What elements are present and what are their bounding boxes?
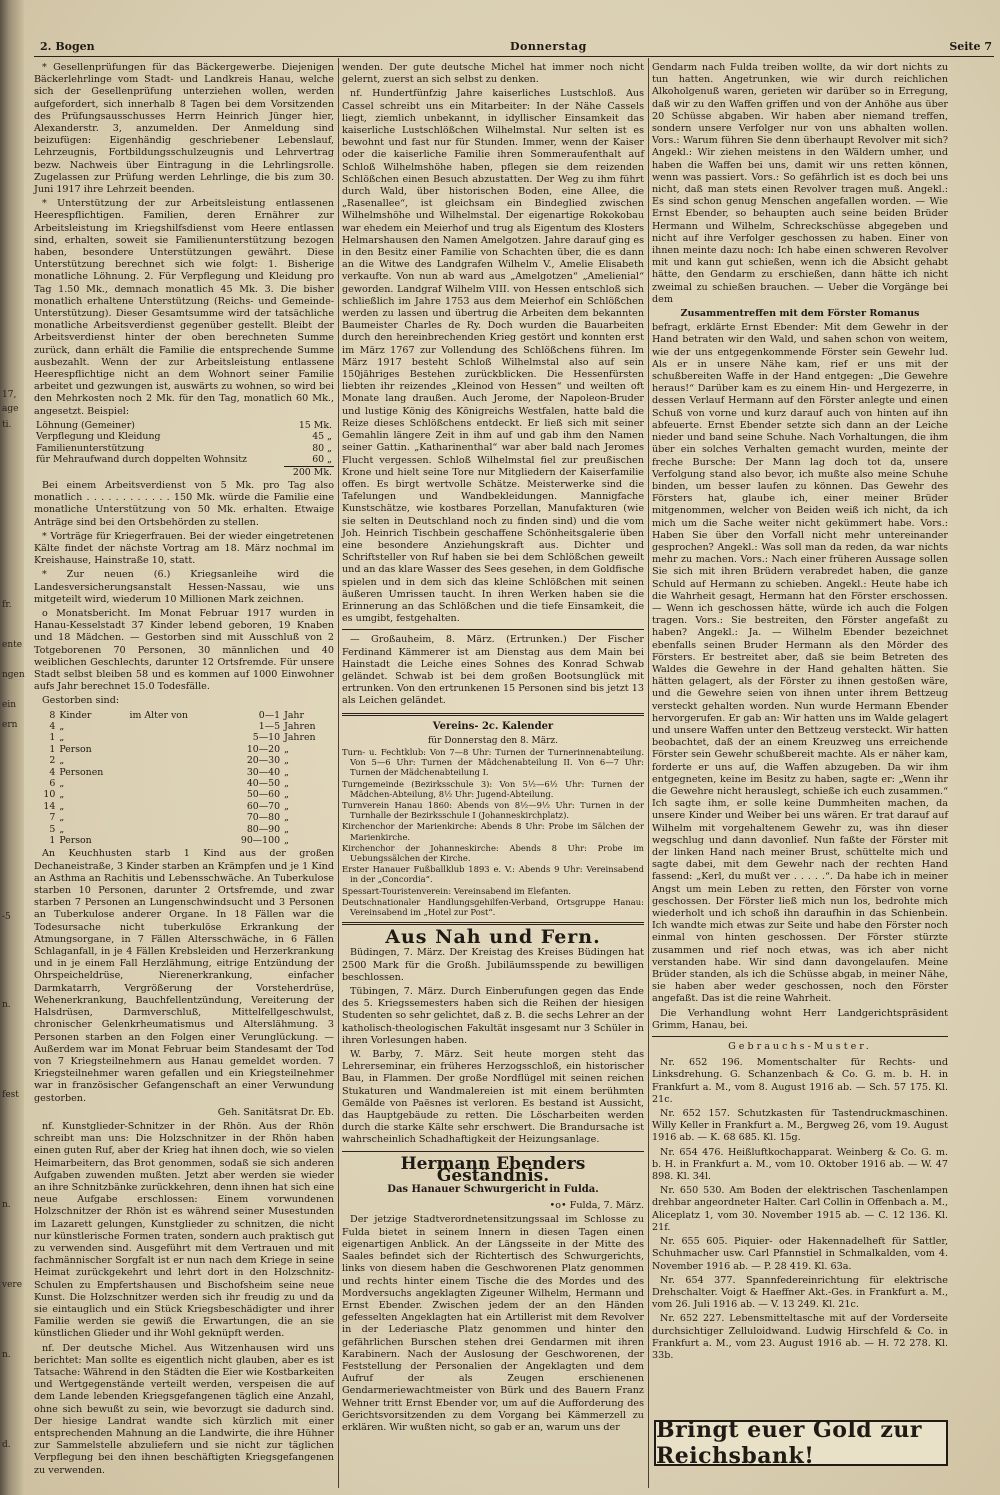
- gutter-fragment: ern: [2, 720, 18, 730]
- calc-label: [34, 466, 284, 478]
- death-age: 10—20: [246, 743, 281, 755]
- death-age: 60—70: [246, 800, 281, 812]
- death-count: 7: [49, 812, 56, 824]
- calc-value: 80 „: [312, 442, 332, 454]
- article-kriegerfrauen: * Vorträge für Kriegerfrauen. Bei der wieder eingetretenen Kälte findet der nächste Vortrag am 18. März nochmal im Kreishause, Hainstraße 10, statt.: [34, 530, 334, 567]
- divider: [342, 922, 644, 925]
- vereinskalender-entry: Kirchenchor der Johanneskirche: Abends 8 Uhr: Probe im Uebungssälchen der Kirche.: [342, 842, 644, 863]
- calc-row: [34, 466, 334, 478]
- death-word: „: [59, 755, 65, 767]
- death-unit: Jahr: [284, 709, 304, 721]
- death-unit: „: [284, 800, 289, 812]
- calc-row: [34, 454, 334, 466]
- death-word: Kinder: [59, 709, 92, 721]
- gutter-fragment: 17,: [2, 390, 17, 400]
- vereinskalender-entry: Turngemeinde (Bezirksschule 3): Von 5½—6½ Uhr: Turnen der Mädchen-Abteilung, 8½ Uhr: Jugend-Abteilung.: [342, 778, 644, 799]
- article-michel-continued: wenden. Der gute deutsche Michel hat immer noch nicht gelernt, zuerst an sich selbst zu denken.: [342, 62, 644, 86]
- vereinskalender-title: Vereins- 2c. Kalender: [432, 720, 554, 732]
- death-unit: „: [284, 755, 289, 767]
- article-monatsbericht: o Monatsbericht. Im Monat Februar 1917 wurden in Hanau-Kesselstadt 37 Kinder lebend geboren, 19 Knaben und 18 Mädchen. — Gestorben sind mit Ausschluß von 2 Totgeborenen 70 Personen, 30 männlichen und 40 weiblichen Geschlechts, darunter 12 Ortsfremde. Für unsere Stadt selbst bleiben 58 und es kommen auf 1000 Einwohner aufs Jahr berechnet 15.0 Todesfälle.: [34, 607, 334, 693]
- column-rule: [648, 58, 649, 1488]
- gutter-fragment: d.: [2, 1440, 11, 1450]
- death-row: [34, 767, 334, 778]
- article-geständnis-continued: Gendarm nach Fulda treiben wollte, da wir dort nichts zu tun hatten. Angetrunken, wie wir durch reichlichen Alkoholgenuß waren, gerieten wir darüber so in Erregung, daß wir zu den Waffen griffen und von der Anhöhe aus über 20 Schüsse abgaben. Wir haben aber niemand treffen, sondern unsere Verfolger nur von uns abhalten wollen. Vors.: Warum führen Sie denn überhaupt Revolver mit sich? Angekl.: Wir ziehen meistens in den Wäldern umher, und haben die Waffen bei uns, damit wir uns retten können, wenn was passiert. Vors.: So gefährlich ist es doch bei uns nicht, daß man stets einen Revolver tragen muß. Angekl.: Es sind schon genug Menschen angefallen worden. — Wie Ernst Ebender, so behaupten auch seine beiden Brüder Hermann und Wilhelm, Schreckschüsse abgegeben und nicht auf ihre Verfolger geschossen zu haben. Einer von ihnen meinte dazu noch: Ich habe einen schweren Revolver mit und kann gut schießen, wenn ich die Absicht gehabt hätte, den Gendarm zu erschießen, dann hätte ich nicht zweimal zu schießen brauchen. — Ueber die Vorgänge bei dem: [652, 62, 948, 305]
- calc-total: 200 Mk.: [292, 466, 332, 478]
- death-age: 50—60: [246, 789, 281, 801]
- article-unterstuetzung: * Unterstützung der zur Arbeitsleistung entlassenen Heerespflichtigen. Familien, deren Ernährer zur Arbeitsleistung im Kriegshilfsdienst vom Heere entlassen sind, erhalten, soweit sie Familienunterstützung bezogen haben, besondere Unterstützungen gewährt. Diese Unterstützung berechnet sich wie folgt: 1. Bisherige monatliche Löhnung. 2. Für Verpflegung und Kleidung pro Tag 1.50 Mk., demnach monatlich 45 Mk. 3. Die bisher monatlich erhaltene Unterstützung (Reichs- und Gemeinde-Unterstützung). Dieser Gesamtsumme wird der tatsächliche monatliche Arbeitsverdienst gegenüber gestellt. Bleibt der Arbeitsverdienst hinter der oben berechneten Summe zurück, dann erhält die Familie die entsprechende Summe ausbezahlt. Wenn der zur Arbeitsleistung entlassene Heerespflichtige nicht an dem Wohnort seiner Familie arbeitet und gezwungen ist, auswärts zu wohnen, so wird bei den Mehrkosten noch 2 Mk. für den Tag, monatlich 60 Mk., angesetzt. Beispiel:: [34, 198, 334, 417]
- vereinskalender-list: [342, 747, 644, 917]
- header-rule: [34, 56, 994, 57]
- article-kriegsanleihe: * Zur neuen (6.) Kriegsanleihe wird die Landesversicherungsanstalt Hessen-Nassau, wie uns mitgeteilt wird, wiederum 10 Millionen Mark zeichnen.: [34, 569, 334, 605]
- reichsbank-advertisement: Bringt euer Gold zur Reichsbank!: [654, 1420, 948, 1466]
- death-count: 10: [43, 789, 56, 801]
- death-count: 1: [49, 743, 56, 755]
- gutter-fragment: -5: [2, 912, 11, 922]
- death-word: „: [59, 789, 65, 801]
- story-headline: Hermann Ebenders Geständnis.: [400, 1153, 586, 1186]
- death-word: Person: [59, 835, 92, 847]
- divider: [342, 629, 644, 630]
- calc-value: 60 „: [284, 454, 334, 466]
- death-count: 4: [49, 720, 56, 732]
- article-arbeitsverdienst: Bei einem Arbeitsverdienst von 5 Mk. pro Tag also monatlich . . . . . . . . . . . . 150 Mk. würde die Familie eine monatliche Unterstützung von 50 Mk. erhalten. Etwaige Anträge sind bei den Ortsbehörden zu stellen.: [34, 479, 334, 528]
- death-unit: „: [284, 778, 289, 790]
- gebrauchsmuster-entry: Nr. 654 377. Spannfedereinrichtung für elektrische Drehschalter. Voigt & Haeffner Akt.-Ges. in Frankfurt a. M., vom 26. Juli 1916 ab. — V. 13 249. Kl. 21c.: [652, 1274, 948, 1311]
- header-sheet: 2. Bogen: [40, 40, 95, 53]
- gutter-fragment: ente: [2, 640, 23, 650]
- gebrauchsmuster-entry: Nr. 652 157. Schutzkasten für Tastendruckmaschinen. Willy Keller in Frankfurt a. M., Bergweg 26, vom 19. August 1916 ab. — K. 68 685. Kl. 15g.: [652, 1108, 948, 1144]
- death-row: [34, 824, 334, 835]
- divider: [342, 713, 644, 716]
- death-age: 1—5: [258, 720, 281, 732]
- death-row: [34, 835, 334, 846]
- article-todesursachen: An Keuchhusten starb 1 Kind aus der großen Dechaneistraße, 3 Kinder starben an Krämpfen und je 1 Kind an Asthma an Rachitis und Lebensschwäche. An Tuberkulose starben 10 Personen, darunter 2 Ortsfremde, und zwar starben 7 Personen an Lungenschwindsucht und 3 Personen an Tuberkulose anderer Organe. In 18 Fällen war die Todesursache nicht tuberkulöse Erkrankung der Atmungsorgane, in 7 Fällen Altersschwäche, in 6 Fällen Schlaganfall, in je 4 Fällen Krebsleiden und Herzerkrankung und in je einem Fall Herzlähmung, eitrige Entzündung der Ohrspeicheldrüse, Nierenerkrankung, einfacher Darmkatarrh, Vergrößerung der Vorsteherdrüse, Wehenerkrankung, Bauchfellentzündung, Vereiterung der Halsdrüsen, Darmverschluß, Mittelfellgeschwulst, chronischer Gelenkrheumatismus und Alterslähmung. 3 Personen starben an den Folgen einer Verunglückung. — Außerdem war im Monat Februar beim Standesamt der Tod von 7 Kriegsteilnehmern aus Hanau gemeldet worden. 7 Kriegsteilnehmer waren gefallen und ein Kriegsteilnehmer war in französischer Gefangenschaft an einer Verwundung gestorben.: [34, 848, 334, 1104]
- deaths-intro: Gestorben sind:: [42, 695, 120, 707]
- article-lustschloss: nf. Hundertfünfzig Jahre kaiserliches Lustschloß. Aus Cassel schreibt uns ein Mitarbeiter: In der Nähe Cassels liegt, ziemlich unbekannt, in idyllischer Einsamkeit das kaiserliche Lustschlößchen Wilhelmstal. Nur selten ist es bewohnt und fast nur für Stunden. Immer, wenn der Kaiser oder die kaiserliche Familie ihren Sommeraufenthalt auf Schloß Wilhelmshöhe haben, pflegen sie dem reizenden Schlößchen einen Besuch abzustatten. Der Weg zu ihm führt durch Wald, über historischen Boden, eine Allee, die „Rasenallee“, ist gleichsam ein Bindeglied zwischen Wilhelmshöhe und Wilhelmstal. Der eigenartige Rokokobau war ehedem ein Meierhof und trug als Eigentum des Klosters Helmarshausen den Namen Amelgotzen. Jahre darauf ging es in den Besitz einer Familie von Schachten über, die es dann an die Witwe des Landgrafen Wilhelm V., Amelie Elisabeth verkaufte. Von nun ab ward aus „Amelgotzen“ „Amelienial“ geworden. Landgraf Wilhelm VIII. von Hessen entschloß sich schließlich im Jahre 1753 aus dem Meierhof ein Schlößchen werden zu lassen und übertrug die Arbeiten dem bekannten Baumeister Charles de Ry. Doch wurden die Bauarbeiten durch den hereinbrechenden Krieg gestört und konnten erst im März 1767 zur Vollendung des Schlößchens führen. Im März 1917 besteht Schloß Wilhelmstal also auf sein 150jähriges Bestehen zurückblicken. Die Hessenfürsten liebten ihr reizendes „Kleinod von Hessen“ und weilten oft Monate lang draußen. Auch Jerome, der Napoleon-Bruder und lustige König des Königreichs Westfalen, hatte bald die Reize dieses Schlößchens entdeckt. Er ließ sich mit seiner Gemahlin längere Zeit in ihm auf und gab ihm den Namen seiner Gattin. „Katharinenthal“ war aber bald nach Jeromes Flucht vergessen. Schloß Wilhelmstal fiel zur preußischen Krone und hielt seine Tore nur Mitgliedern der Kaiserfamilie offen. Es birgt wertvolle Schätze. Meisterwerke sind die Tafelungen und Wandbekleidungen. Mannigfache Kunstschätze, wie kostbares Porzellan, Manufakturen (wie sie selten in Deutschland noch zu finden sind) und die vom Joh. Heinrich Tischbein geschaffene Schönheitsgalerie üben eine besondere Anziehungskraft aus. Dichter und Schriftsteller von Ruf haben sie bei dem Schlößchen geweilt und an das klare Wasser des Sees gesehen, in dem Goldfische spielen und in dem sich das kleine Schlößchen mit seinen äußeren Umrissen taucht. In ihren Werken haben sie die Erinnerung an das Schlößchen und die tiefe Einsamkeit, die es umgibt, festgehalten.: [342, 88, 644, 625]
- gebrauchsmuster-entry: Nr. 652 227. Lebensmitteltasche mit auf der Vorderseite durchsichtiger Zelluloidwand. Ludwig Hirschfeld & Co. in Frankfurt a. M., vom 23. August 1916 ab. — H. 72 278. Kl. 33b.: [652, 1313, 948, 1361]
- divider: [652, 1036, 948, 1037]
- death-row: [34, 789, 334, 800]
- calc-label: für Mehraufwand durch doppelten Wohnsitz: [36, 454, 247, 466]
- vereinskalender-entry: Erster Hanauer Fußballklub 1893 e. V.: Abends 9 Uhr: Vereinsabend in der „Concordia“.: [342, 864, 644, 885]
- death-word: Person: [59, 743, 92, 755]
- column-rule: [338, 58, 339, 1488]
- section-heading: Aus Nah und Fern.: [385, 926, 601, 949]
- vereinskalender-entry: Turn- u. Fechtklub: Von 7—8 Uhr: Turnen der Turnerinnenabteilung. Von 5—6 Uhr: Turnen der Mädchenabteilung II. Von 6—7 Uhr: Turnen der Mädchenabteilung I.: [342, 746, 644, 778]
- death-unit: „: [284, 812, 289, 824]
- column-3: [652, 62, 948, 1490]
- death-count: 6: [49, 778, 56, 790]
- death-word: „: [59, 823, 65, 835]
- gutter-fragment: ein: [2, 700, 17, 710]
- column-1: [34, 62, 334, 1490]
- death-word: „: [59, 812, 65, 824]
- death-row: [34, 732, 334, 743]
- calc-value: 45 „: [312, 431, 332, 443]
- death-connector: im Alter von: [129, 709, 188, 721]
- death-age: 90—100: [240, 835, 281, 847]
- death-age: 40—50: [246, 778, 281, 790]
- page-header: [40, 40, 992, 56]
- calc-label: Familienunterstützung: [36, 442, 145, 454]
- gutter-fragment: fest: [2, 1090, 19, 1100]
- death-unit: „: [284, 789, 289, 801]
- death-word: „: [59, 732, 65, 744]
- death-unit: „: [284, 823, 289, 835]
- death-count: 1: [49, 732, 56, 744]
- death-count: 5: [49, 823, 56, 835]
- death-age: 0—1: [258, 709, 281, 721]
- death-row: [34, 710, 334, 721]
- gutter-fragment: ngen: [2, 670, 25, 680]
- gutter-fragment: n.: [2, 1000, 11, 1010]
- article-kunstglieder: nf. Kunstglieder-Schnitzer in der Rhön. Aus der Rhön schreibt man uns: Die Holzschnitzer in der Rhön haben einen guten Ruf, aber der Krieg hat ihnen doch, wie so vielen Heimarbeitern, das Brot genommen, sodaß sie sich anderen Aufgaben zuwenden mußten. Jetzt aber werden sie wieder an ihre Schnitzbänke zurückkehren, denn ihnen hat sich eine neue Aufgabe erschlossen: Einem vorwundenen Holzschnitzer der Rhön ist es während seiner Musestunden im Lazarett gelungen, Kunstglieder zu schnitzen, die nicht nur künstlerische Formen traten, sondern auch praktisch gut zu verwenden sind. Ausgeführt mit dem Vertrauen und mit fachmännischer Sorgfalt ist er nun nach dem Kriege in seine Heimat zurückgekehrt und lehrt dort in den Holzschnitz-Schulen zu Empfertshausen und Bischofsheim seine neue Kunst. Die Holzschnitzer werden sich ihr freudig zu und da sie eintauglich und ein Stück Kriegsbeschädigter und ihrer Familie werden sie gewiß die Erwartungen, die an sie künstlichen Glieder und ihr Wohl geknüpft werden.: [34, 1120, 334, 1340]
- death-age: 70—80: [246, 812, 281, 824]
- vereinskalender-entry: Turnverein Hanau 1860: Abends von 8½—9½ Uhr: Turnen in der Turnhalle der Bezirksschule I (Johanneskirchplatz).: [342, 799, 644, 821]
- gutter-fragment: fr.: [2, 600, 12, 610]
- calc-label: Verpflegung und Kleidung: [36, 431, 161, 443]
- column-2: [342, 62, 644, 1490]
- gebrauchsmuster-heading: Gebrauchs-Muster.: [728, 1041, 872, 1053]
- death-row: [34, 721, 334, 732]
- story-subheadline: Das Hanauer Schwurgericht in Fulda.: [387, 1184, 599, 1196]
- death-age: 30—40: [246, 766, 281, 778]
- story-subheading: Zusammentreffen mit dem Förster Romanus: [680, 308, 920, 320]
- death-unit: Jahren: [284, 732, 316, 744]
- gutter-fragment: n.: [2, 1200, 11, 1210]
- article-barby: W. Barby, 7. März. Seit heute morgen steht das Lehrerseminar, ein früheres Herzogsschloß, ein historischer Bau, in Flammen. Der große Nordflügel mit seinen reichen Stukaturen und Wandmalereien ist mit einem berühmten Gemälde von Paësnes ist verloren. Es bestand ist Aussicht, das Hauptgebäude zu retten. Die Löscharbeiten werden durch die starke Kälte sehr erschwert. Die Brandursache ist wahrscheinlich Schadhaftigkeit der Heizungsanlage.: [342, 1049, 644, 1146]
- article-verhandlung: Die Verhandlung wohnt Herr Landgerichtspräsident Grimm, Hanau, bei.: [652, 1007, 948, 1031]
- death-count: 14: [43, 800, 56, 812]
- calc-row: [34, 420, 334, 431]
- death-word: „: [59, 720, 65, 732]
- death-count: 8: [49, 709, 56, 721]
- gutter-fragment: ti.: [2, 420, 12, 430]
- article-deutsche-michel: nf. Der deutsche Michel. Aus Witzenhausen wird uns berichtet: Man sollte es eigentlich nicht glauben, aber es ist Tatsache: Während in den Städten die Eier wie Kostbarkeiten und Wertgegenstände verteilt werden, verspeisen die auf dem Lande lebenden Kriegsgefangenen täglich eine Anzahl, ohne sich bewußt zu sein, wie bevorzugt sie dadurch sind. Der hiesige Landrat wandte sich kürzlich mit einer entsprechenden Mahnung an die Landwirte, die ihre Hühner zur Sammelstelle abzuliefern und sie nicht zur täglichen Verpflegung bei den ihnen beschäftigten Kriegsgefangenen zu verwenden.: [34, 1342, 334, 1476]
- gebrauchsmuster-entry: Nr. 652 196. Momentschalter für Rechts- und Linksdrehung. G. Schanzenbach & Co. G. m. b. H. in Frankfurt a. M., vom 8. August 1916 ab. — Sch. 57 175. Kl. 21c.: [652, 1057, 948, 1105]
- gutter-fragment: age: [2, 404, 19, 414]
- article-baecker: * Gesellenprüfungen für das Bäckergewerbe. Diejenigen Bäckerlehrlinge vom Stadt- und Landkreis Hanau, welche sich der Gesellenprüfung unterziehen wollen, werden aufgefordert, sich innerhalb 8 Tagen bei dem Vorsitzenden des Prüfungsausschusses Herrn Heinrich Jünger hier, Alexanderstr. 3, anzumelden. Der Anmeldung sind beizufügen: Eigenhändig geschriebener Lebenslauf, Lehrzeugnis, Fortbildungsschulzeugnis und Lehrvertrag bezw. Nachweis über Eintragung in die Lehrlingsrolle. Zugelassen zur Prüfung werden Lehrlinge, die bis zum 30. Juni 1917 ihre Lehrzeit beenden.: [34, 62, 334, 196]
- article-grossauheim: — Großauheim, 8. März. (Ertrunken.) Der Fischer Ferdinand Kämmerer ist am Dienstag aus dem Main bei Hainstadt die Leiche eines Sohnes des Konrad Schwab geländet. Schwab ist bei dem großen Bootsunglück mit ertrunken. Von den ertrunkenen 15 Personen sind bis jetzt 13 als Leichen geländet.: [342, 634, 644, 707]
- death-word: „: [59, 800, 65, 812]
- calc-value: 15 Mk.: [298, 419, 332, 431]
- death-count: 1: [49, 835, 56, 847]
- deaths-table: [34, 710, 334, 847]
- signature-line: Geh. Sanitätsrat Dr. Eb.: [217, 1106, 334, 1118]
- vereinskalender-entry: Kirchenchor der Marienkirche: Abends 8 Uhr: Probe im Sälchen der Marienkirche.: [342, 821, 644, 842]
- divider: [342, 1151, 644, 1152]
- death-unit: „: [284, 835, 289, 847]
- calc-row: [34, 443, 334, 454]
- death-count: 4: [49, 766, 56, 778]
- left-page-gutter: [0, 0, 24, 1495]
- article-buedingen: Büdingen, 7. März. Der Kreistag des Kreises Büdingen hat 2500 Mark für die Großh. Jubiläumsspende zu bewilligen beschlossen.: [342, 947, 644, 983]
- article-foerster: befragt, erklärte Ernst Ebender: Mit dem Gewehr in der Hand betraten wir den Wald, und sahen schon von weitem, wie der uns entgegenkommende Förster sein Gewehr lud. Als er in unsere Nähe kam, rief er uns mit der schußbereiten Waffe in der Hand entgegen: „Die Gewehre heraus!“ Darüber kam es zu einem Hin- und Hergezerre, in dessen Verlauf Hermann auf den Förster anlegte und einen Schuß von vorne und kurz darauf auch von hinten auf ihn abfeuerte. Ernst Ebender setzte sich dann an der Leiche nieder und band seine Schuhe. Nach Vorhaltungen, die ihm über ein solches Verhalten gemacht wurden, meinte der freche Bursche: Der Mann lag doch tot da, unsere Verfolgung stand also bevor, ich mußte also meine Schuhe binden, um besser laufen zu können. Das Gewehr des Försters hat, glaube ich, einer meiner Brüder mitgenommen, welcher von Beiden weiß ich nicht, da ich mich um die Sache weiter nicht gekümmert habe. Vors.: Haben Sie über den Vorfall nicht mehr untereinander gesprochen? Angekl.: Was soll man da reden, da war nichts mehr zu machen. Vors.: Nach einer früheren Aussage sollen Sie sich mit ihren Brüdern verabredet haben, die ganze Schuld auf Hermann zu schieben. Angekl.: Heute habe ich die Wahrheit gesagt, Hermann hat den Förster erschossen. — Wenn ich geschossen hätte, würde ich auch die Folgen tragen. Vors.: Sie bestreiten, den Förster angefaßt zu haben? Angekl.: Ja. — Wilhelm Ebender bezeichnet ebenfalls seinen Bruder Hermann als den Mörder des Försters. Er bestreitet aber, daß sie beim Betreten des Waldes die Gewehre in der Hand gehalten hätten. Sie hätten gelagert, als der Förster zu ihnen gestoßen wäre, und die Gewehre seien von ihnen unter ihrem Bettzeug versteckt gehalten worden. Nun wurde Hermann Ebender hervorgerufen. Er gab an: Wir hatten uns im Walde gelagert und unsere Waffen unter den Bettzeug versteckt. Wir hatten beobachtet, daß der an einem Kreuzweg uns erreichende Förster sein Gewehr schußbereit machte. Als er näher kam, forderte er uns auf, die Waffen abzugeben. Da wir ihm entgegneten, keine im Besitz zu haben, sagte er: „Wenn ihr die Gewehre nicht herauslegt, schieße ich euch zusammen.“ Ich sagte ihm, er solle keine Dummheiten machen, da unsere Kinder und Weiber bei uns wären. Er trat darauf auf Wilhelm mit vorgehaltenem Gewehr zu, was ihn dieser wegschlug und dann davonlief. Nun faßte der Förster mit der linken Hand nach meiner Brust, schüttelte mich und sagte dabei, mit dem Gewehr nach der rechten Hand fassend: „Kerl, du mußt ver . . . . .“. Da habe ich in meiner Angst um mein Leben zu retten, den Förster von vorne geschossen. Der Förster ließ mich nun los, bedrohte mich wiederholt und ich schoß ihn daraufhin in das Schienbein. Ich wandte mich etwas zur Seite und habe den Förster noch einmal von hinten geschossen. Der Förster stürzte zusammen und rief noch etwas, was ich aber nicht verstanden habe. Wir sind dann davongelaufen. Meine Brüder standen, als ich die Schüsse abgab, in meiner Nähe, sie haben aber weder geschossen, noch den Förster angefaßt. Das ist die reine Wahrheit.: [652, 322, 948, 1005]
- article-tuebingen: Tübingen, 7. März. Durch Einberufungen gegen das Ende des 5. Kriegssemesters haben sich die Reihen der hiesigen Studenten so sehr gelichtet, daß z. B. die sechs Lehrer an der katholisch-theologischen Fakultät insgesamt nur 3 Schüler in ihren Vorlesungen haben.: [342, 986, 644, 1046]
- header-weekday: Donnerstag: [510, 40, 587, 53]
- death-row: [34, 755, 334, 766]
- article-geständnis: Der jetzige Stadtverordnetensitzungssaal im Schlosse zu Fulda bietet in seinem Innern in diesen Tagen einen eigenartigen Anblick. An der Längsseite in der Mitte des Saales befindet sich der Richtertisch des Schwurgerichts, links von diesem haben die Geschworenen Platz genommen und rechts hinter einem Tische die des Mordes und des Mordversuchs angeklagten Zigeuner Wilhelm, Hermann und Ernst Ebender. Zwischen jedem der an den Händen gefesselten Angeklagten hat ein Artillerist mit dem Revolver in der Lederiasche Platz genommen und hinter den gefährlichen Burschen stehen drei Gendarmen mit ihren Karabinern. Nach der Auslosung der Geschworenen, der Feststellung der Personalien der Angeklagten und dem Aufruf der als Zeugen erschienenen Gendarmeriewachtmeister von Bürk und des Bauern Franz Wehner tritt Ernst Ebender vor, um auf die Aufforderung des Gerichtsvorsitzenden zu dem Vorgang bei Kämmerzell zu erklären. Wir wußten nicht, so gab er an, warum uns der: [342, 1214, 644, 1433]
- death-row: [34, 744, 334, 755]
- gutter-fragment: n.: [2, 1350, 11, 1360]
- calculation-table: [34, 420, 334, 478]
- vereinskalender-date: für Donnerstag den 8. März.: [427, 735, 559, 746]
- vereinskalender-entry: Deutschnationaler Handlungsgehilfen-Verband, Ortsgruppe Hanau: Vereinsabend im „Hotel zur Post“.: [342, 896, 644, 918]
- gebrauchsmuster-entry: Nr. 654 476. Heißluftkochapparat. Weinberg & Co. G. m. b. H. in Frankfurt a. M., vom 10. Oktober 1916 ab. — W. 47 898. Kl. 34l.: [652, 1146, 948, 1183]
- death-count: 2: [49, 755, 56, 767]
- death-word: Personen: [59, 766, 104, 778]
- death-row: [34, 812, 334, 823]
- story-dateline: •o• Fulda, 7. März.: [549, 1200, 644, 1212]
- death-age: 20—30: [246, 755, 281, 767]
- gebrauchsmuster-entry: Nr. 650 530. Am Boden der elektrischen Taschenlampen drehbar angeordneter Halter. Carl Collin in Offenbach a. M., Aliceplatz 1, vom 30. November 1915 ab. — C. 12 136. Kl. 21f.: [652, 1185, 948, 1233]
- death-age: 5—10: [252, 732, 281, 744]
- death-unit: „: [284, 743, 289, 755]
- calc-label: Löhnung (Gemeiner): [36, 419, 135, 431]
- death-unit: Jahren: [284, 720, 316, 732]
- death-row: [34, 778, 334, 789]
- gebrauchsmuster-entry: Nr. 655 605. Piquier- oder Hakennadelheft für Sattler, Schuhmacher usw. Carl Pfannstiel in Schmalkalden, vom 4. November 1916 ab. — P. 28 419. Kl. 63a.: [652, 1236, 948, 1272]
- gutter-fragment: vere: [2, 1280, 23, 1290]
- vereinskalender-entry: Spessart-Touristenverein: Vereinsabend im Elefanten.: [342, 885, 572, 896]
- death-row: [34, 801, 334, 812]
- calc-row: [34, 431, 334, 442]
- death-word: „: [59, 778, 65, 790]
- header-page-number: Seite 7: [949, 40, 992, 53]
- death-age: 80—90: [246, 823, 281, 835]
- death-unit: „: [284, 766, 289, 778]
